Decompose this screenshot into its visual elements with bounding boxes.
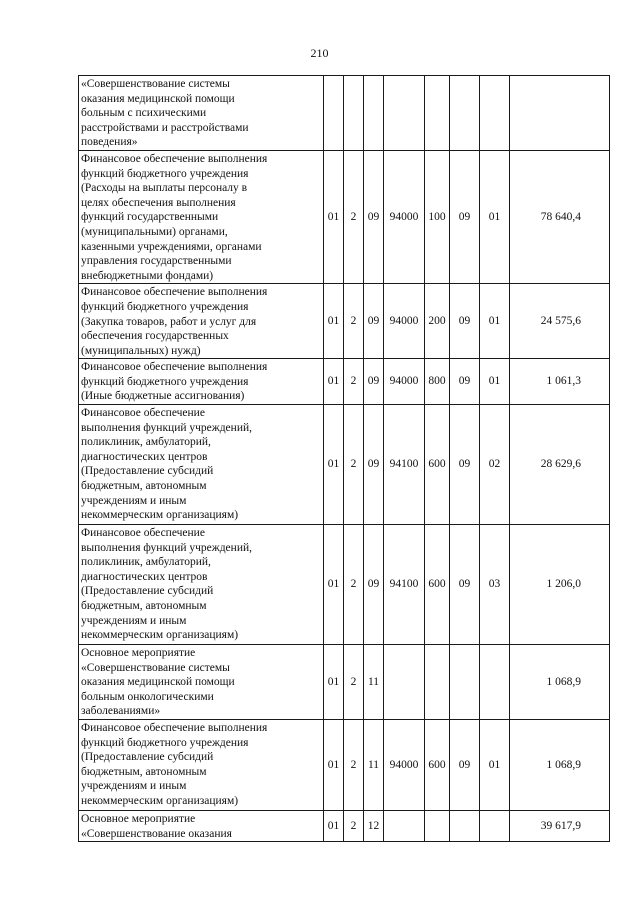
code-cell-7: 02 — [480, 405, 510, 525]
description-line: функций государственными — [81, 211, 219, 224]
description-line: (Закупка товаров, работ и услуг для — [81, 315, 257, 328]
description-line: «Совершенствование системы — [81, 661, 230, 674]
code-cell-5: 600 — [425, 525, 450, 645]
code-cell-3: 11 — [364, 645, 384, 720]
code-cell-1: 01 — [324, 284, 344, 359]
description-line: Финансовое обеспечение выполнения — [81, 722, 268, 735]
table-row — [79, 150, 610, 283]
code-cell-4: 94000 — [384, 359, 425, 405]
amount-cell: 24 575,6 — [510, 284, 610, 359]
table-row — [79, 525, 610, 645]
description-line: заболеваниями» — [81, 705, 161, 718]
code-cell-5 — [425, 645, 450, 720]
code-cell-7 — [480, 645, 510, 720]
table-row — [79, 284, 610, 359]
description-line: выполнения функций учреждений, — [81, 421, 253, 434]
description-line: «Совершенствование оказания — [81, 827, 232, 840]
code-cell-7: 01 — [480, 284, 510, 359]
code-cell-6 — [450, 811, 480, 842]
description-line: «Совершенствование системы — [81, 78, 230, 90]
description-line: (Предоставление субсидий — [81, 465, 214, 478]
code-cell-5 — [425, 811, 450, 842]
row-description — [79, 405, 324, 525]
code-cell-4: 94000 — [384, 720, 425, 811]
code-cell-6 — [450, 645, 480, 720]
description-line: оказания медицинской помощи — [81, 92, 235, 105]
code-cell-5: 800 — [425, 359, 450, 405]
amount-cell: 1 068,9 — [510, 720, 610, 811]
row-description — [79, 811, 324, 842]
row-description — [79, 720, 324, 811]
code-cell-2 — [344, 76, 364, 151]
description-line: поликлиник, амбулаторий, — [81, 436, 211, 449]
row-description — [79, 645, 324, 720]
row-description — [79, 525, 324, 645]
code-cell-7: 01 — [480, 359, 510, 405]
code-cell-7: 01 — [480, 150, 510, 283]
description-line: некоммерческим организациям) — [81, 629, 239, 642]
code-cell-2: 2 — [344, 284, 364, 359]
description-line: бюджетным, автономным — [81, 600, 207, 613]
table-row — [79, 76, 610, 151]
description-line: Финансовое обеспечение выполнения — [81, 361, 268, 374]
amount-cell: 28 629,6 — [510, 405, 610, 525]
budget-table — [78, 75, 610, 842]
description-line: некоммерческим организациям) — [81, 795, 239, 807]
description-line: управления государственными — [81, 255, 232, 268]
description-line: диагностических центров — [81, 450, 208, 463]
row-description — [79, 359, 324, 405]
code-cell-4 — [384, 645, 425, 720]
code-cell-1: 01 — [324, 150, 344, 283]
description-line: некоммерческим организациям) — [81, 509, 239, 522]
code-cell-1: 01 — [324, 525, 344, 645]
description-line: (Иные бюджетные ассигнования) — [81, 390, 245, 403]
table-row — [79, 811, 610, 842]
row-description — [79, 150, 324, 283]
code-cell-6 — [450, 76, 480, 151]
code-cell-4: 94100 — [384, 405, 425, 525]
code-cell-7: 03 — [480, 525, 510, 645]
code-cell-6: 09 — [450, 284, 480, 359]
code-cell-6: 09 — [450, 720, 480, 811]
description-line: функций бюджетного учреждения — [81, 167, 249, 180]
amount-cell: 1 061,3 — [510, 359, 610, 405]
code-cell-2: 2 — [344, 720, 364, 811]
code-cell-1: 01 — [324, 720, 344, 811]
code-cell-3: 09 — [364, 150, 384, 283]
code-cell-2: 2 — [344, 525, 364, 645]
description-line: функций бюджетного учреждения — [81, 375, 249, 388]
code-cell-4: 94000 — [384, 150, 425, 283]
code-cell-2: 2 — [344, 645, 364, 720]
code-cell-4 — [384, 76, 425, 151]
code-cell-6: 09 — [450, 359, 480, 405]
code-cell-2: 2 — [344, 405, 364, 525]
description-line: бюджетным, автономным — [81, 480, 207, 493]
row-description — [79, 76, 324, 151]
description-line: поликлиник, амбулаторий, — [81, 556, 211, 569]
code-cell-3 — [364, 76, 384, 151]
code-cell-6: 09 — [450, 525, 480, 645]
code-cell-2: 2 — [344, 359, 364, 405]
code-cell-3: 09 — [364, 405, 384, 525]
description-line: (Предоставление субсидий — [81, 585, 214, 598]
description-line: учреждениям и иным — [81, 780, 187, 793]
code-cell-5: 600 — [425, 405, 450, 525]
code-cell-4: 94000 — [384, 284, 425, 359]
amount-cell: 39 617,9 — [510, 811, 610, 842]
description-line: учреждениям и иным — [81, 494, 187, 507]
code-cell-6: 09 — [450, 405, 480, 525]
description-line: диагностических центров — [81, 570, 208, 583]
description-line: (муниципальных) нужд) — [81, 344, 201, 357]
code-cell-2: 2 — [344, 150, 364, 283]
description-line: Основное мероприятие — [81, 813, 196, 826]
description-line: внебюджетными фондами) — [81, 269, 214, 282]
description-line: функций бюджетного учреждения — [81, 736, 249, 749]
amount-cell: 1 068,9 — [510, 645, 610, 720]
table-row — [79, 720, 610, 811]
table-row — [79, 405, 610, 525]
description-line: выполнения функций учреждений, — [81, 541, 253, 554]
code-cell-3: 12 — [364, 811, 384, 842]
code-cell-1: 01 — [324, 645, 344, 720]
code-cell-4: 94100 — [384, 525, 425, 645]
code-cell-3: 11 — [364, 720, 384, 811]
code-cell-7 — [480, 76, 510, 151]
code-cell-5: 600 — [425, 720, 450, 811]
description-line: бюджетным, автономным — [81, 765, 207, 778]
description-line: учреждениям и иным — [81, 614, 187, 627]
code-cell-5 — [425, 76, 450, 151]
amount-cell: 1 206,0 — [510, 525, 610, 645]
description-line: (Расходы на выплаты персоналу в — [81, 182, 248, 195]
description-line: Финансовое обеспечение выполнения — [81, 152, 268, 165]
description-line: обеспечения государственных — [81, 330, 229, 343]
description-line: больным с психическими — [81, 107, 207, 120]
code-cell-5: 200 — [425, 284, 450, 359]
code-cell-3: 09 — [364, 284, 384, 359]
description-line: Финансовое обеспечение — [81, 407, 205, 420]
code-cell-2: 2 — [344, 811, 364, 842]
description-line: функций бюджетного учреждения — [81, 300, 249, 313]
code-cell-5: 100 — [425, 150, 450, 283]
table-row — [79, 645, 610, 720]
description-line: (Предоставление субсидий — [81, 751, 214, 764]
description-line: казенными учреждениями, органами — [81, 240, 262, 253]
code-cell-3: 09 — [364, 359, 384, 405]
description-line: Финансовое обеспечение выполнения — [81, 286, 268, 299]
description-line: оказания медицинской помощи — [81, 676, 235, 689]
description-line: расстройствами и расстройствами — [81, 121, 249, 134]
code-cell-1: 01 — [324, 359, 344, 405]
description-line: Финансовое обеспечение — [81, 527, 205, 540]
description-line: больным онкологическими — [81, 690, 214, 703]
code-cell-1: 01 — [324, 405, 344, 525]
code-cell-4 — [384, 811, 425, 842]
code-cell-7 — [480, 811, 510, 842]
description-line: (муниципальными) органами, — [81, 225, 228, 238]
amount-cell — [510, 76, 610, 151]
code-cell-7: 01 — [480, 720, 510, 811]
description-line: целях обеспечения выполнения — [81, 196, 236, 209]
description-line: поведения» — [81, 136, 138, 149]
code-cell-1: 01 — [324, 811, 344, 842]
row-description — [79, 284, 324, 359]
description-line: Основное мероприятие — [81, 647, 196, 660]
table-row — [79, 359, 610, 405]
amount-cell: 78 640,4 — [510, 150, 610, 283]
page-number: 210 — [310, 46, 329, 60]
code-cell-1 — [324, 76, 344, 151]
code-cell-6: 09 — [450, 150, 480, 283]
code-cell-3: 09 — [364, 525, 384, 645]
